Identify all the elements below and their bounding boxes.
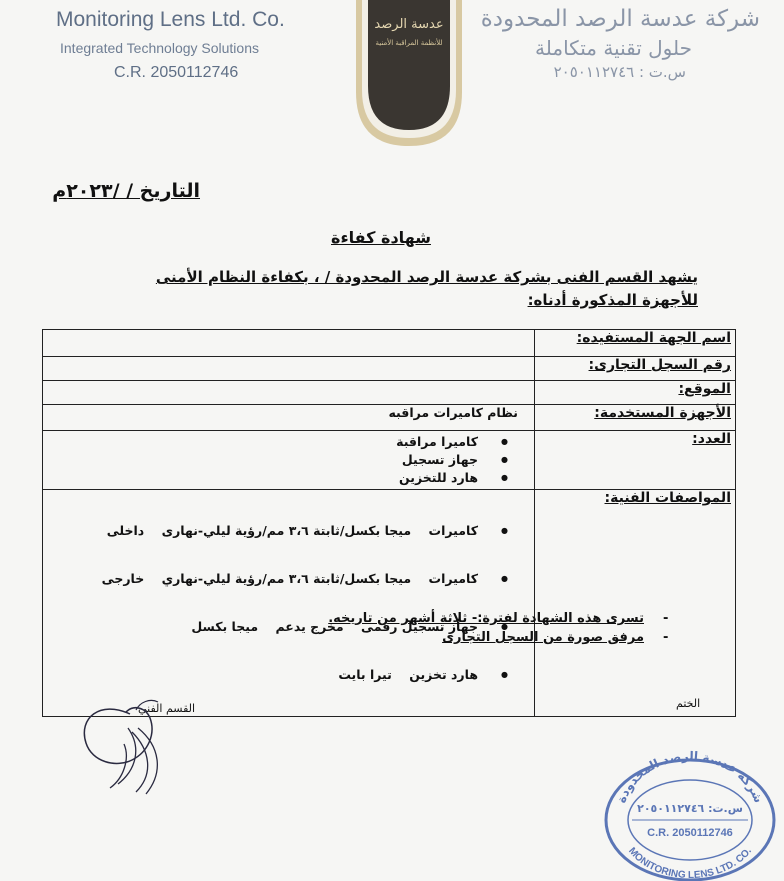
company-stamp [600,738,780,881]
company-logo [352,0,466,148]
beneficiary-value [43,330,535,357]
certificate-table [42,329,736,717]
note-dash: - [663,611,669,626]
logo-subtitle: للأنظمة المراقبة الأمنية [375,39,443,47]
company-cr-ar: س.ت : ٢٠٥٠١١٢٧٤٦ [553,63,686,81]
count-label: العدد: [535,431,736,490]
list-item: ● كاميرات ميجا بكسل/ثابتة ٣،٦ مم/رؤية ليلي-نهاري خارجى [47,570,478,588]
devices-label: الأجهزة المستخدمة: [535,405,736,431]
list-item: ● جهاز تسجيل رقمى مخرج يدعم ميجا بكسل [47,618,478,636]
specs-label: المواصفات الفنية: [535,490,736,717]
stamp-company-ar: شركة عدسة الرصد المحدودة [614,748,766,805]
note-attachment: مرفق صورة من السجل التجارى [442,630,644,645]
note-dash: - [663,630,669,645]
certificate-title: شهادة كفاءة [331,228,431,247]
company-name-ar: شركة عدسة الرصد المحدودة [480,6,760,32]
list-item: ● كاميرات ميجا بكسل/ثابتة ٣،٦ مم/رؤية ليلي-نهارى داخلى [47,522,478,540]
svg-text:MONITORING LENS LTD. CO. [626,846,754,881]
stamp-cr-en: C.R. 2050112746 [647,827,733,839]
technical-dept-label: القسم الفني [138,702,196,715]
table-row [43,431,736,490]
list-item: ● جهاز تسجيل [47,451,478,469]
company-name-en: Monitoring Lens Ltd. Co. [56,8,285,31]
cr-label: رقم السجل التجارى: [535,357,736,381]
devices-value: نظام كاميرات مراقبه [43,405,535,431]
svg-text:شركة عدسة الرصد المحدودة [614,749,766,805]
table-row [43,490,736,717]
company-cr-en: C.R. 2050112746 [114,64,239,81]
stamp-label: الختم [676,697,701,710]
location-label: الموقع: [535,381,736,405]
table-row [43,381,736,405]
list-item: ● هارد تخزين تيرا بايت [47,666,478,684]
location-value [43,381,535,405]
company-tagline-ar: حلول تقنية متكاملة [535,36,692,60]
company-tagline-en: Integrated Technology Solutions [60,40,259,56]
table-row [43,357,736,381]
logo-title: عدسة الرصد [374,17,444,32]
signature [70,688,180,798]
date-line: التاريخ / /٢٠٢٣م [52,180,200,202]
beneficiary-label: اسم الجهة المستفيده: [535,330,736,357]
specs-value [43,490,535,717]
cr-value [43,357,535,381]
table-row [43,405,736,431]
list-item: ● كاميرا مراقبة [47,433,478,451]
list-item: ● هارد للتخزين [47,469,478,487]
count-value [43,431,535,490]
note-validity: تسرى هذه الشهادة لفترة:- ثلاثة أشهر من تاريخه. [328,611,644,626]
stamp-cr-ar: س.ت: ٢٠٥٠١١٢٧٤٦ [637,802,743,815]
intro-paragraph: يشهد القسم الفنى بشركة عدسة الرصد المحدودة / ، بكفاءة النظام الأمنى للأجهزة المذكورة أدناه: [155,268,698,309]
stamp-company-en: MONITORING LENS LTD. CO. [626,845,754,881]
table-row [43,330,736,357]
